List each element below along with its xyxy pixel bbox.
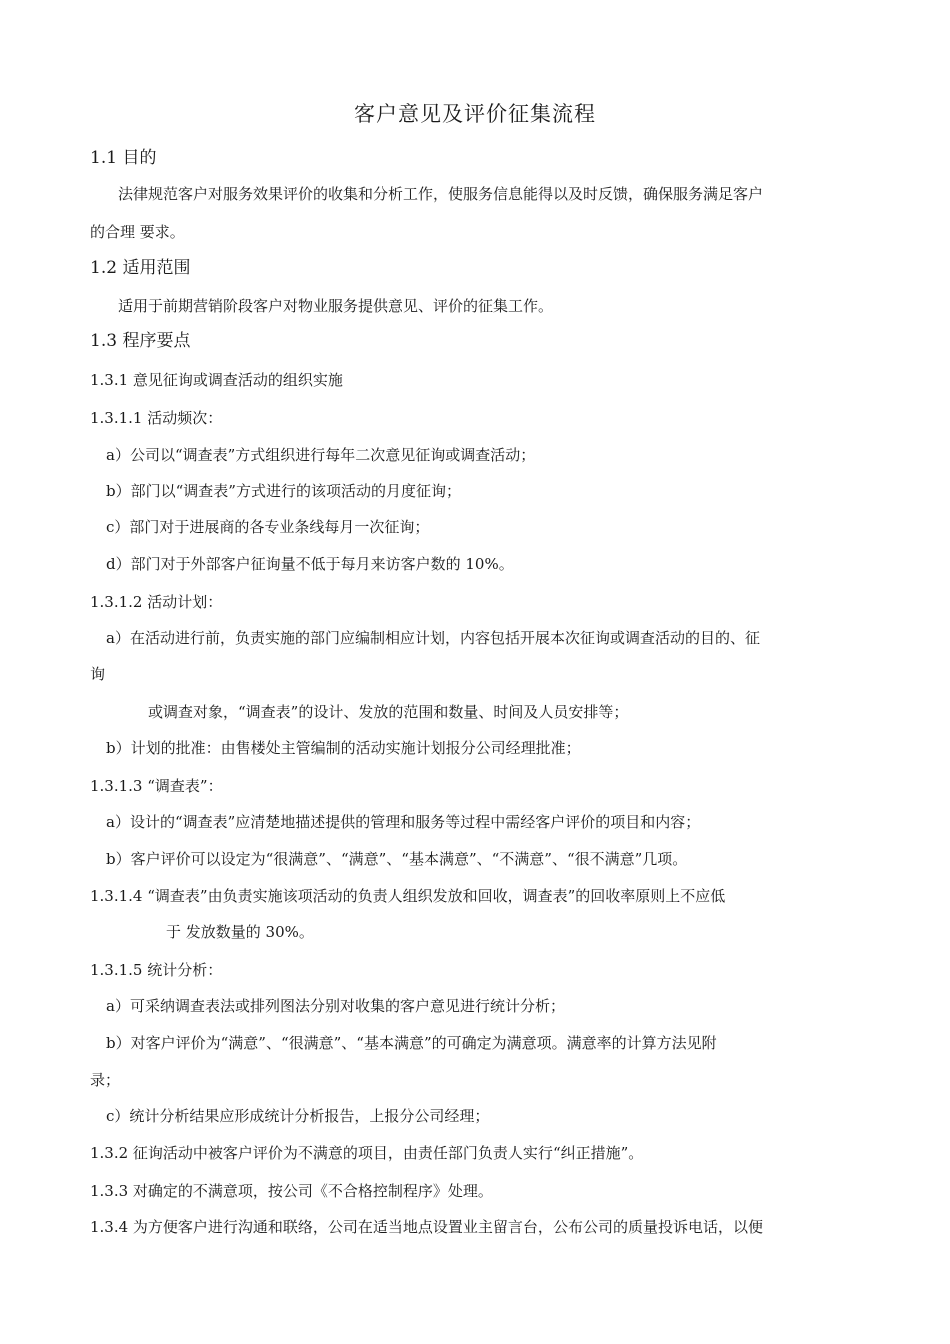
list-item: b）部门以“调查表”方式进行的该项活动的月度征询； bbox=[106, 482, 461, 500]
list-item: d）部门对于外部客户征询量不低于每月来访客户数的 10%。 bbox=[106, 555, 514, 573]
list-item: c）部门对于进展商的各专业条线每月一次征询； bbox=[106, 518, 430, 536]
paragraph-line: 的合理 要求。 bbox=[90, 223, 185, 241]
subsection-heading: 1.3.1.1 活动频次： bbox=[90, 409, 223, 427]
paragraph-line: 或调查对象，“调查表”的设计、发放的范围和数量、时间及人员安排等； bbox=[148, 703, 629, 721]
section-heading-1-1: 1.1 目的 bbox=[90, 148, 157, 168]
subsection-heading: 1.3.1.3 “调查表”： bbox=[90, 777, 223, 795]
list-item: a）设计的“调查表”应清楚地描述提供的管理和服务等过程中需经客户评价的项目和内容； bbox=[106, 813, 701, 831]
paragraph-line: 于 发放数量的 30%。 bbox=[166, 923, 314, 941]
list-item: b）计划的批准：由售楼处主管编制的活动实施计划报分公司经理批准； bbox=[106, 739, 581, 757]
subsection-heading: 1.3.1.2 活动计划： bbox=[90, 593, 223, 611]
section-heading-1-3: 1.3 程序要点 bbox=[90, 331, 191, 351]
list-item: a）在活动进行前，负责实施的部门应编制相应计划，内容包括开展本次征询或调查活动的目的、征 bbox=[106, 629, 760, 647]
list-item: b）对客户评价为“满意”、“很满意”、“基本满意”的可确定为满意项。满意率的计算方法见附 bbox=[106, 1034, 717, 1052]
subsection-heading: 1.3.1 意见征询或调查活动的组织实施 bbox=[90, 371, 343, 389]
subsection-heading: 1.3.4 为方便客户进行沟通和联络，公司在适当地点设置业主留言台，公布公司的质量投诉电话，以便 bbox=[90, 1218, 763, 1236]
list-item: c）统计分析结果应形成统计分析报告，上报分公司经理； bbox=[106, 1107, 490, 1125]
list-item: a）可采纳调查表法或排列图法分别对收集的客户意见进行统计分析； bbox=[106, 997, 565, 1015]
section-heading-1-2: 1.2 适用范围 bbox=[90, 258, 191, 278]
paragraph-line: 录； bbox=[90, 1071, 121, 1089]
paragraph-line: 适用于前期营销阶段客户对物业服务提供意见、评价的征集工作。 bbox=[118, 297, 554, 315]
subsection-heading: 1.3.3 对确定的不满意项，按公司《不合格控制程序》处理。 bbox=[90, 1182, 493, 1200]
subsection-heading: 1.3.1.5 统计分析： bbox=[90, 961, 223, 979]
document-title: 客户意见及评价征集流程 bbox=[354, 102, 596, 126]
subsection-heading: 1.3.2 征询活动中被客户评价为不满意的项目，由责任部门负责人实行“纠正措施”。 bbox=[90, 1144, 644, 1162]
paragraph-line: 法律规范客户对服务效果评价的收集和分析工作，使服务信息能得以及时反馈，确保服务满足客户 bbox=[118, 185, 764, 203]
paragraph-line: 询 bbox=[90, 665, 106, 683]
subsection-heading: 1.3.1.4 “调查表”由负责实施该项活动的负责人组织发放和回收，调查表”的回收率原则上不应低 bbox=[90, 887, 726, 905]
list-item: b）客户评价可以设定为“很满意”、“满意”、“基本满意”、“不满意”、“很不满意”几项。 bbox=[106, 850, 688, 868]
list-item: a）公司以“调查表”方式组织进行每年二次意见征询或调查活动； bbox=[106, 446, 536, 464]
